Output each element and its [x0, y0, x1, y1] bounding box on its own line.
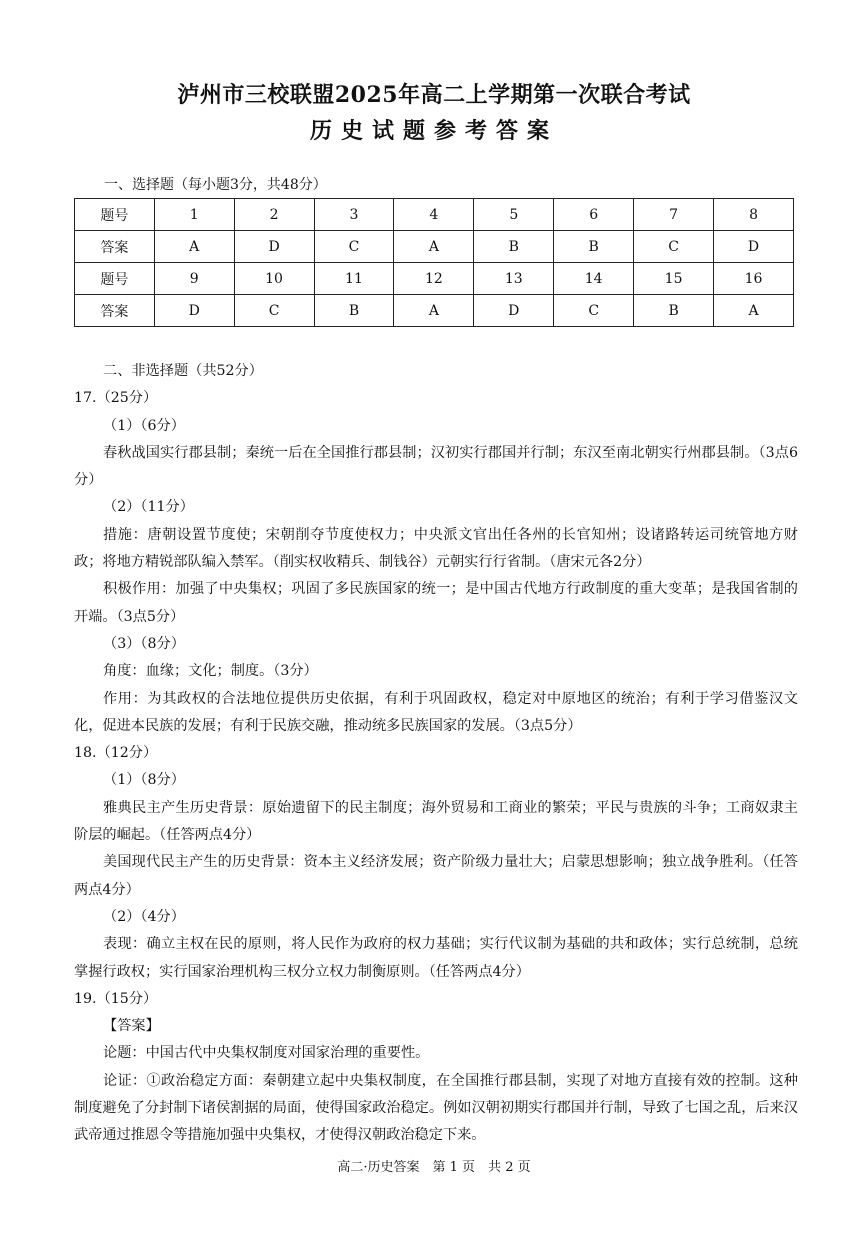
q17-part2-text-measures: 措施：唐朝设置节度使；宋朝削夺节度使权力；中央派文官出任各州的长官知州；设诸路转运司统管地方财政；将地方精锐部队编入禁军。（削实权收精兵、制钱谷）元朝实行行省制。（唐宋元各2分） — [74, 526, 798, 571]
table-cell: 14 — [554, 263, 634, 295]
q18-part2-label: （2）（4分） — [103, 908, 185, 925]
answer-table — [74, 198, 794, 327]
q17-part1-label: （1）（6分） — [103, 417, 185, 434]
q17-part3-text-roles: 作用：为其政权的合法地位提供历史依据，有利于巩固政权，稳定对中原地区的统治；有利于学习借鉴汉文化，促进本民族的发展；有利于民族交融，推动统多民族国家的发展。（3点5分） — [74, 690, 798, 734]
table-cell: 5 — [474, 199, 554, 231]
table-cell: C — [554, 295, 634, 327]
q18-part1-text-athens: 雅典民主产生历史背景：原始遗留下的民主制度；海外贸易和工商业的繁荣；平民与贵族的斗争；工商奴隶主阶层的崛起。（任答两点4分） — [74, 799, 798, 844]
q17-label: 17.（25分） — [74, 390, 158, 407]
table-cell: 11 — [314, 263, 394, 295]
table-cell: 3 — [314, 199, 394, 231]
table-cell: 2 — [234, 199, 314, 231]
table-cell: A — [154, 231, 234, 263]
row-label-answer: 答案 — [75, 295, 155, 327]
q18-part2-text: 表现：确立主权在民的原则，将人民作为政府的权力基础；实行代议制为基础的共和政体；实行总统制，总统掌握行政权；实行国家治理机构三权分立权力制衡原则。（任答两点4分） — [74, 936, 798, 980]
table-cell: 9 — [154, 263, 234, 295]
page-footer: 高二·历史答案 第 1 页 共 2 页 — [337, 1160, 531, 1175]
section-1-heading: 一、选择题（每小题3分，共48分） — [104, 177, 327, 193]
q17-part3-text-angles: 角度：血缘；文化；制度。（3分） — [103, 663, 318, 680]
table-cell: B — [554, 231, 634, 263]
table-cell: 1 — [154, 199, 234, 231]
table-cell: D — [474, 295, 554, 327]
table-cell: B — [474, 231, 554, 263]
q17-part2-label: （2）（11分） — [103, 499, 194, 516]
q18-part1-label: （1）（8分） — [103, 772, 185, 789]
q17-part3-label: （3）（8分） — [103, 635, 185, 652]
table-row-numbers-2 — [75, 263, 794, 295]
table-cell: 16 — [714, 263, 794, 295]
table-cell: B — [634, 295, 714, 327]
table-cell: C — [234, 295, 314, 327]
q17-part2-text-effects: 积极作用：加强了中央集权；巩固了多民族国家的统一；是中国古代地方行政制度的重大变革；是我国省制的开端。（3点5分） — [74, 581, 798, 625]
page-title: 泸州市三校联盟2025年高二上学期第一次联合考试 — [177, 82, 691, 108]
table-cell: 6 — [554, 199, 634, 231]
q19-label: 19.（15分） — [74, 990, 158, 1007]
table-cell: 7 — [634, 199, 714, 231]
table-cell: B — [314, 295, 394, 327]
q18-part1-text-usa: 美国现代民主产生的历史背景：资本主义经济发展；资产阶级力量壮大；启蒙思想影响；独立战争胜利。（任答两点4分） — [74, 854, 798, 898]
table-cell: C — [314, 231, 394, 263]
q19-argument: 论证：①政治稳定方面：秦朝建立起中央集权制度，在全国推行郡县制，实现了对地方直接有效的控制。这种制度避免了分封制下诸侯割据的局面，使得国家政治稳定。例如汉朝初期实行郡国并行制，导致了七国之乱，后来汉武帝通过推恩令等措施加强中央集权，才使得汉朝政治稳定下来。 — [74, 1072, 798, 1144]
page-subtitle: 历史试题参考答案 — [309, 118, 558, 144]
table-cell: D — [234, 231, 314, 263]
row-label-number: 题号 — [75, 263, 155, 295]
q19-answer-tag: 【答案】 — [103, 1018, 160, 1035]
table-cell: 13 — [474, 263, 554, 295]
table-cell: C — [634, 231, 714, 263]
table-row-numbers-1 — [75, 199, 794, 231]
table-cell: 10 — [234, 263, 314, 295]
row-label-answer: 答案 — [75, 231, 155, 263]
q18-label: 18.（12分） — [74, 745, 158, 762]
table-row-answers-1 — [75, 231, 794, 263]
table-cell: A — [714, 295, 794, 327]
table-row-answers-2 — [75, 295, 794, 327]
section-2-body — [74, 358, 798, 1150]
table-cell: A — [394, 295, 474, 327]
table-cell: D — [154, 295, 234, 327]
table-cell: A — [394, 231, 474, 263]
table-cell: 8 — [714, 199, 794, 231]
section-2-heading: 二、非选择题（共52分） — [103, 363, 263, 379]
table-cell: 4 — [394, 199, 474, 231]
q17-part1-text: 春秋战国实行郡县制；秦统一后在全国推行郡县制；汉初实行郡国并行制；东汉至南北朝实行州郡县制。（3点6分） — [74, 444, 798, 489]
table-cell: 15 — [634, 263, 714, 295]
row-label-number: 题号 — [75, 199, 155, 231]
table-cell: D — [714, 231, 794, 263]
table-cell: 12 — [394, 263, 474, 295]
q19-thesis: 论题：中国古代中央集权制度对国家治理的重要性。 — [103, 1045, 430, 1062]
